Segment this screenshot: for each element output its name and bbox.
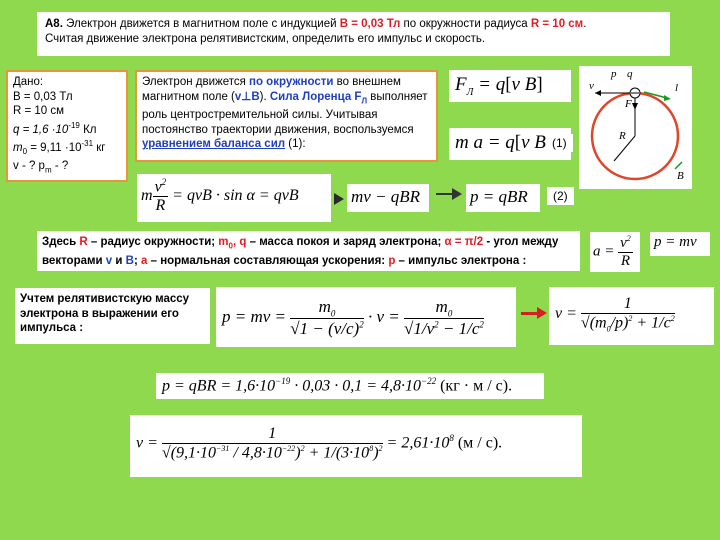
diagram-label-f: F xyxy=(625,98,632,110)
diagram-label-v: v xyxy=(589,80,594,92)
relativistic-note: Учтем релятивистскую массу электрона в выражении его импульса : xyxy=(15,288,210,344)
arrow-2-head xyxy=(452,188,462,200)
equation-1-label: (1) xyxy=(546,134,573,152)
diagram-label-p: p xyxy=(611,68,617,80)
velocity-formula: v = $\frac{1}{√(m_0/p)^2 + 1/c^2}$ xyxy=(549,287,714,345)
newton-formula: m a = q[v B xyxy=(449,128,571,160)
given-r: R = 10 см xyxy=(13,105,65,117)
arrow-1 xyxy=(334,193,344,205)
problem-line2: Считая движение электрона релятивистским, определить его импульс и скорость. xyxy=(45,32,486,45)
given-m: $m_0 = 9,11 \cdot 10^{-31}$ кг xyxy=(13,138,106,156)
momentum-vector-formula: p = mv xyxy=(650,232,710,256)
p-formula: p = qBR xyxy=(466,184,540,212)
diagram-label-r: R xyxy=(619,130,626,142)
arrow-3-head xyxy=(537,307,547,319)
given-box xyxy=(6,70,128,182)
problem-number: А8. xyxy=(45,18,63,30)
diagram-label-l: l xyxy=(675,82,679,94)
note-box: Здесь R – радиус окружности; $m_0$, q – масса покоя и заряд электрона; α = π/2 - угол между векторами v и B; a – нормальная составляющая ускорения: p – импульс электрона : xyxy=(37,231,580,271)
given-title: Дано: xyxy=(13,76,44,88)
given-b: В = 0,03 Тл xyxy=(13,90,73,103)
calculated-velocity: v = $\frac{1}{√(9,1\cdot 10^{-31} / 4,8\cdot 10^{-22})^2 + 1/(3\cdot 10^8)^2}$ = $2,61\cdot 10^8$ (м / с). xyxy=(130,415,582,477)
diagram-label-b: B xyxy=(677,170,684,182)
equation-2-label: (2) xyxy=(547,187,574,205)
mv-formula: mv − qBR xyxy=(347,184,429,212)
calculated-momentum: p = qBR = $1,6\cdot 10^{-19} \cdot 0,03 \cdot 0,1 = 4,8\cdot 10^{-22}$ (кг · м / с). xyxy=(156,373,544,399)
acceleration-formula: a = $\frac{v^2}{R}$ xyxy=(590,232,640,272)
given-q: $q = 1,6 \cdot 10^{-19}$ Кл xyxy=(13,120,97,136)
lorentz-formula: $F_Л = q[v$ B] xyxy=(449,70,571,102)
relativistic-momentum-formula: p = mv = $\frac{m_0}{√1 - (v/c)^2}$ · v = $\frac{m_0}{√1/v^2 - 1/c^2}$ xyxy=(216,287,516,347)
diagram-label-q: q xyxy=(627,68,633,80)
problem-statement: А8. Электрон движется в магнитном поле с индукцией В = 0,03 Тл по окружности радиуса R = 10 см. Считая движение электрона релятивистским, определить его импульс и скорость. xyxy=(37,12,670,56)
circle-diagram xyxy=(579,66,692,189)
balance-formula: m $\frac{v^2}{R}$ = qvB · sin α = qvB xyxy=(137,174,331,222)
given-find: v - ? $p_m$ - ? xyxy=(13,160,69,175)
explanation-box: Электрон движется по окружности во внешнем магнитном поле (v⊥B). Сила Лоренца $F_Л$ выполняет роль центростремительной силы. Учитывая постоянство траектории движения, воспользуемся уравнением баланса сил (1): xyxy=(135,70,438,162)
